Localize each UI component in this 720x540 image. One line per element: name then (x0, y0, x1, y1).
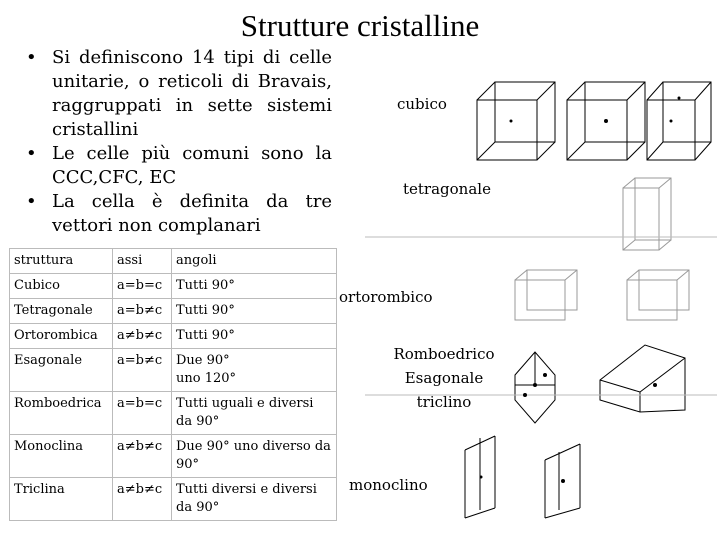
angoli-cell: Tutti 90° (172, 299, 337, 324)
label-romboedrico: Romboedrico (393, 345, 495, 363)
header-cell: angoli (172, 249, 337, 274)
assi-cell: a≠b≠c (113, 435, 172, 478)
assi-cell: a=b=c (113, 274, 172, 299)
cubic-cell-face-centered (647, 82, 711, 160)
label-monoclino: monoclino (349, 476, 428, 494)
label-group-trigonal (389, 342, 499, 414)
bullet-text: Le celle più comuni sono la CCC,CFC, EC (52, 143, 332, 188)
bullet-item (22, 142, 332, 190)
struttura-cell: Cubico (10, 274, 113, 299)
table-row (10, 435, 337, 478)
assi-cell: a≠b≠c (113, 478, 172, 521)
table-row (10, 274, 337, 299)
bullet-dot-icon: • (26, 191, 37, 212)
label-esagonale: Esagonale (404, 369, 484, 387)
orthorhombic-cell (515, 270, 689, 320)
struttura-cell: Triclina (10, 478, 113, 521)
lattice-points (480, 97, 681, 484)
struttura-cell: Esagonale (10, 349, 113, 392)
bullet-text: La cella è definita da tre vettori non complanari (52, 191, 332, 236)
label-cubico: cubico (397, 95, 447, 113)
tetragonal-cell (623, 178, 671, 250)
bullet-item (22, 46, 332, 142)
angoli-cell: Due 90° uno diverso da 90° (172, 435, 337, 478)
bravais-lattice-diagram (339, 40, 720, 540)
struttura-cell: Ortorombica (10, 324, 113, 349)
assi-cell: a=b=c (113, 392, 172, 435)
rhombohedral-cell (515, 352, 555, 423)
table-row (10, 324, 337, 349)
table-row (10, 349, 337, 392)
bullet-item (22, 190, 332, 238)
slide-title: Strutture cristalline (240, 8, 480, 43)
label-tetragonale: tetragonale (403, 180, 491, 198)
bullet-text: Si definiscono 14 tipi di celle unitarie, o reticoli di Bravais, raggruppati in sette sistemi cristallini (52, 47, 332, 140)
header-cell: assi (113, 249, 172, 274)
struttura-cell: Monoclina (10, 435, 113, 478)
table-header-row (10, 249, 337, 274)
bullet-dot-icon: • (26, 143, 37, 164)
table-row (10, 478, 337, 521)
label-triclino: triclino (416, 393, 472, 411)
assi-cell: a=b≠c (113, 299, 172, 324)
table-row (10, 392, 337, 435)
bullet-list (22, 46, 332, 238)
assi-cell: a=b≠c (113, 349, 172, 392)
struttura-cell: Romboedrica (10, 392, 113, 435)
angoli-cell: Tutti 90° (172, 274, 337, 299)
bullet-dot-icon: • (26, 47, 37, 68)
triclinic-cell (600, 345, 685, 412)
structure-table (9, 248, 337, 521)
angoli-cell: Tutti 90° (172, 324, 337, 349)
angoli-cell: Tutti diversi e diversi da 90° (172, 478, 337, 521)
angoli-cell: Tutti uguali e diversi da 90° (172, 392, 337, 435)
cubic-cell-simple (477, 82, 555, 160)
struttura-cell: Tetragonale (10, 299, 113, 324)
header-cell: struttura (10, 249, 113, 274)
angoli-cell: Due 90° uno 120° (172, 349, 337, 392)
label-ortorombico: ortorombico (339, 288, 433, 306)
table-row (10, 299, 337, 324)
assi-cell: a≠b≠c (113, 324, 172, 349)
